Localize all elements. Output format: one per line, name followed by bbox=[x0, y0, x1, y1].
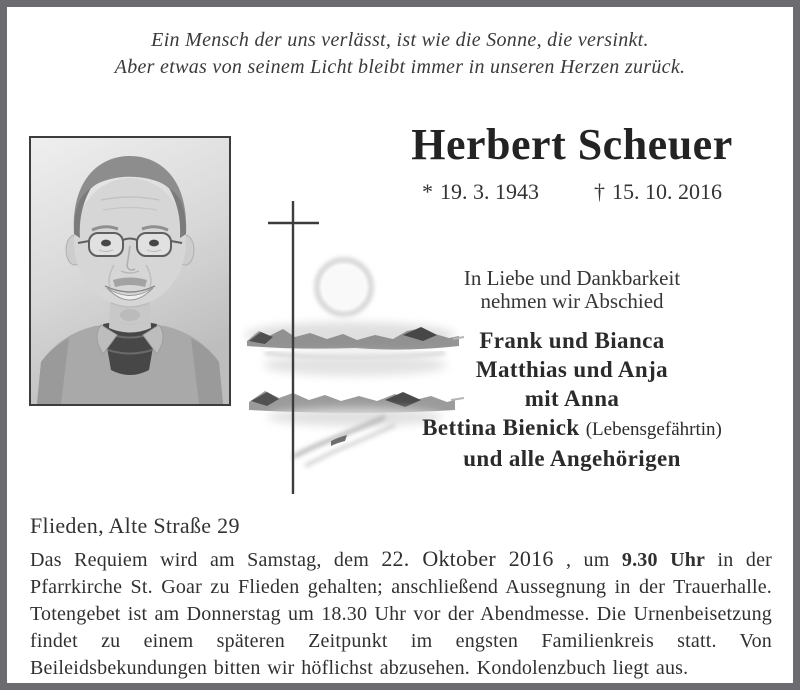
death-date bbox=[594, 179, 722, 205]
mourner-line bbox=[402, 413, 742, 444]
farewell-intro bbox=[402, 267, 742, 313]
farewell-intro-line-1: In Liebe und Dankbarkeit bbox=[463, 266, 681, 290]
mourner-line: mit Anna bbox=[524, 386, 620, 411]
deceased-name: Herbert Scheuer bbox=[411, 120, 733, 169]
mourner-line: Frank und Bianca bbox=[479, 328, 665, 353]
portrait-photo bbox=[29, 136, 231, 406]
quote-line-2: Aber etwas von seinem Licht bleibt immer in unseren Herzen zurück. bbox=[114, 56, 686, 78]
address-line: Flieden, Alte Straße 29 bbox=[30, 513, 240, 538]
announcement-paragraph bbox=[30, 545, 772, 682]
born-symbol: * bbox=[422, 179, 433, 204]
announcement-part-1: Das Requiem wird am Samstag, dem bbox=[30, 549, 382, 571]
mourner-line: Matthias und Anja bbox=[475, 357, 669, 382]
farewell-block bbox=[402, 267, 742, 473]
death-date-value: 15. 10. 2016 bbox=[612, 179, 722, 204]
portrait-photo-graphic bbox=[31, 138, 229, 404]
farewell-intro-line-2: nehmen wir Abschied bbox=[480, 289, 664, 313]
funeral-time: 9.30 Uhr bbox=[621, 549, 706, 571]
announcement-part-3: in der Pfarrkirche St. Goar zu Flieden gehalten; anschließend Aussegnung in der Trauerhalle. Totengebet ist am Donnerstag um 18.30 Uhr vor der Abendmesse. Die Urnenbeisetzung findet zu einem späteren Zeitpunkt im engsten Familienkreis statt. Von Beileidsbekundungen bitten wir höflichst abzusehen. Kondolenzbuch liegt aus. bbox=[30, 549, 773, 679]
funeral-date: 22. Oktober 2016 bbox=[381, 546, 554, 571]
mourner-name: Bettina Bienick bbox=[422, 415, 580, 440]
mourner-note: (Lebensgefährtin) bbox=[585, 419, 722, 440]
mourner-line: und alle Angehörigen bbox=[463, 446, 681, 471]
birth-date-value: 19. 3. 1943 bbox=[440, 179, 539, 204]
announcement-part-2: , um bbox=[553, 549, 622, 571]
mourners-list bbox=[402, 326, 742, 473]
memorial-quote bbox=[7, 27, 793, 81]
dagger-icon: † bbox=[594, 179, 605, 204]
quote-line-1: Ein Mensch der uns verlässt, ist wie die Sonne, die versinkt. bbox=[151, 29, 649, 51]
